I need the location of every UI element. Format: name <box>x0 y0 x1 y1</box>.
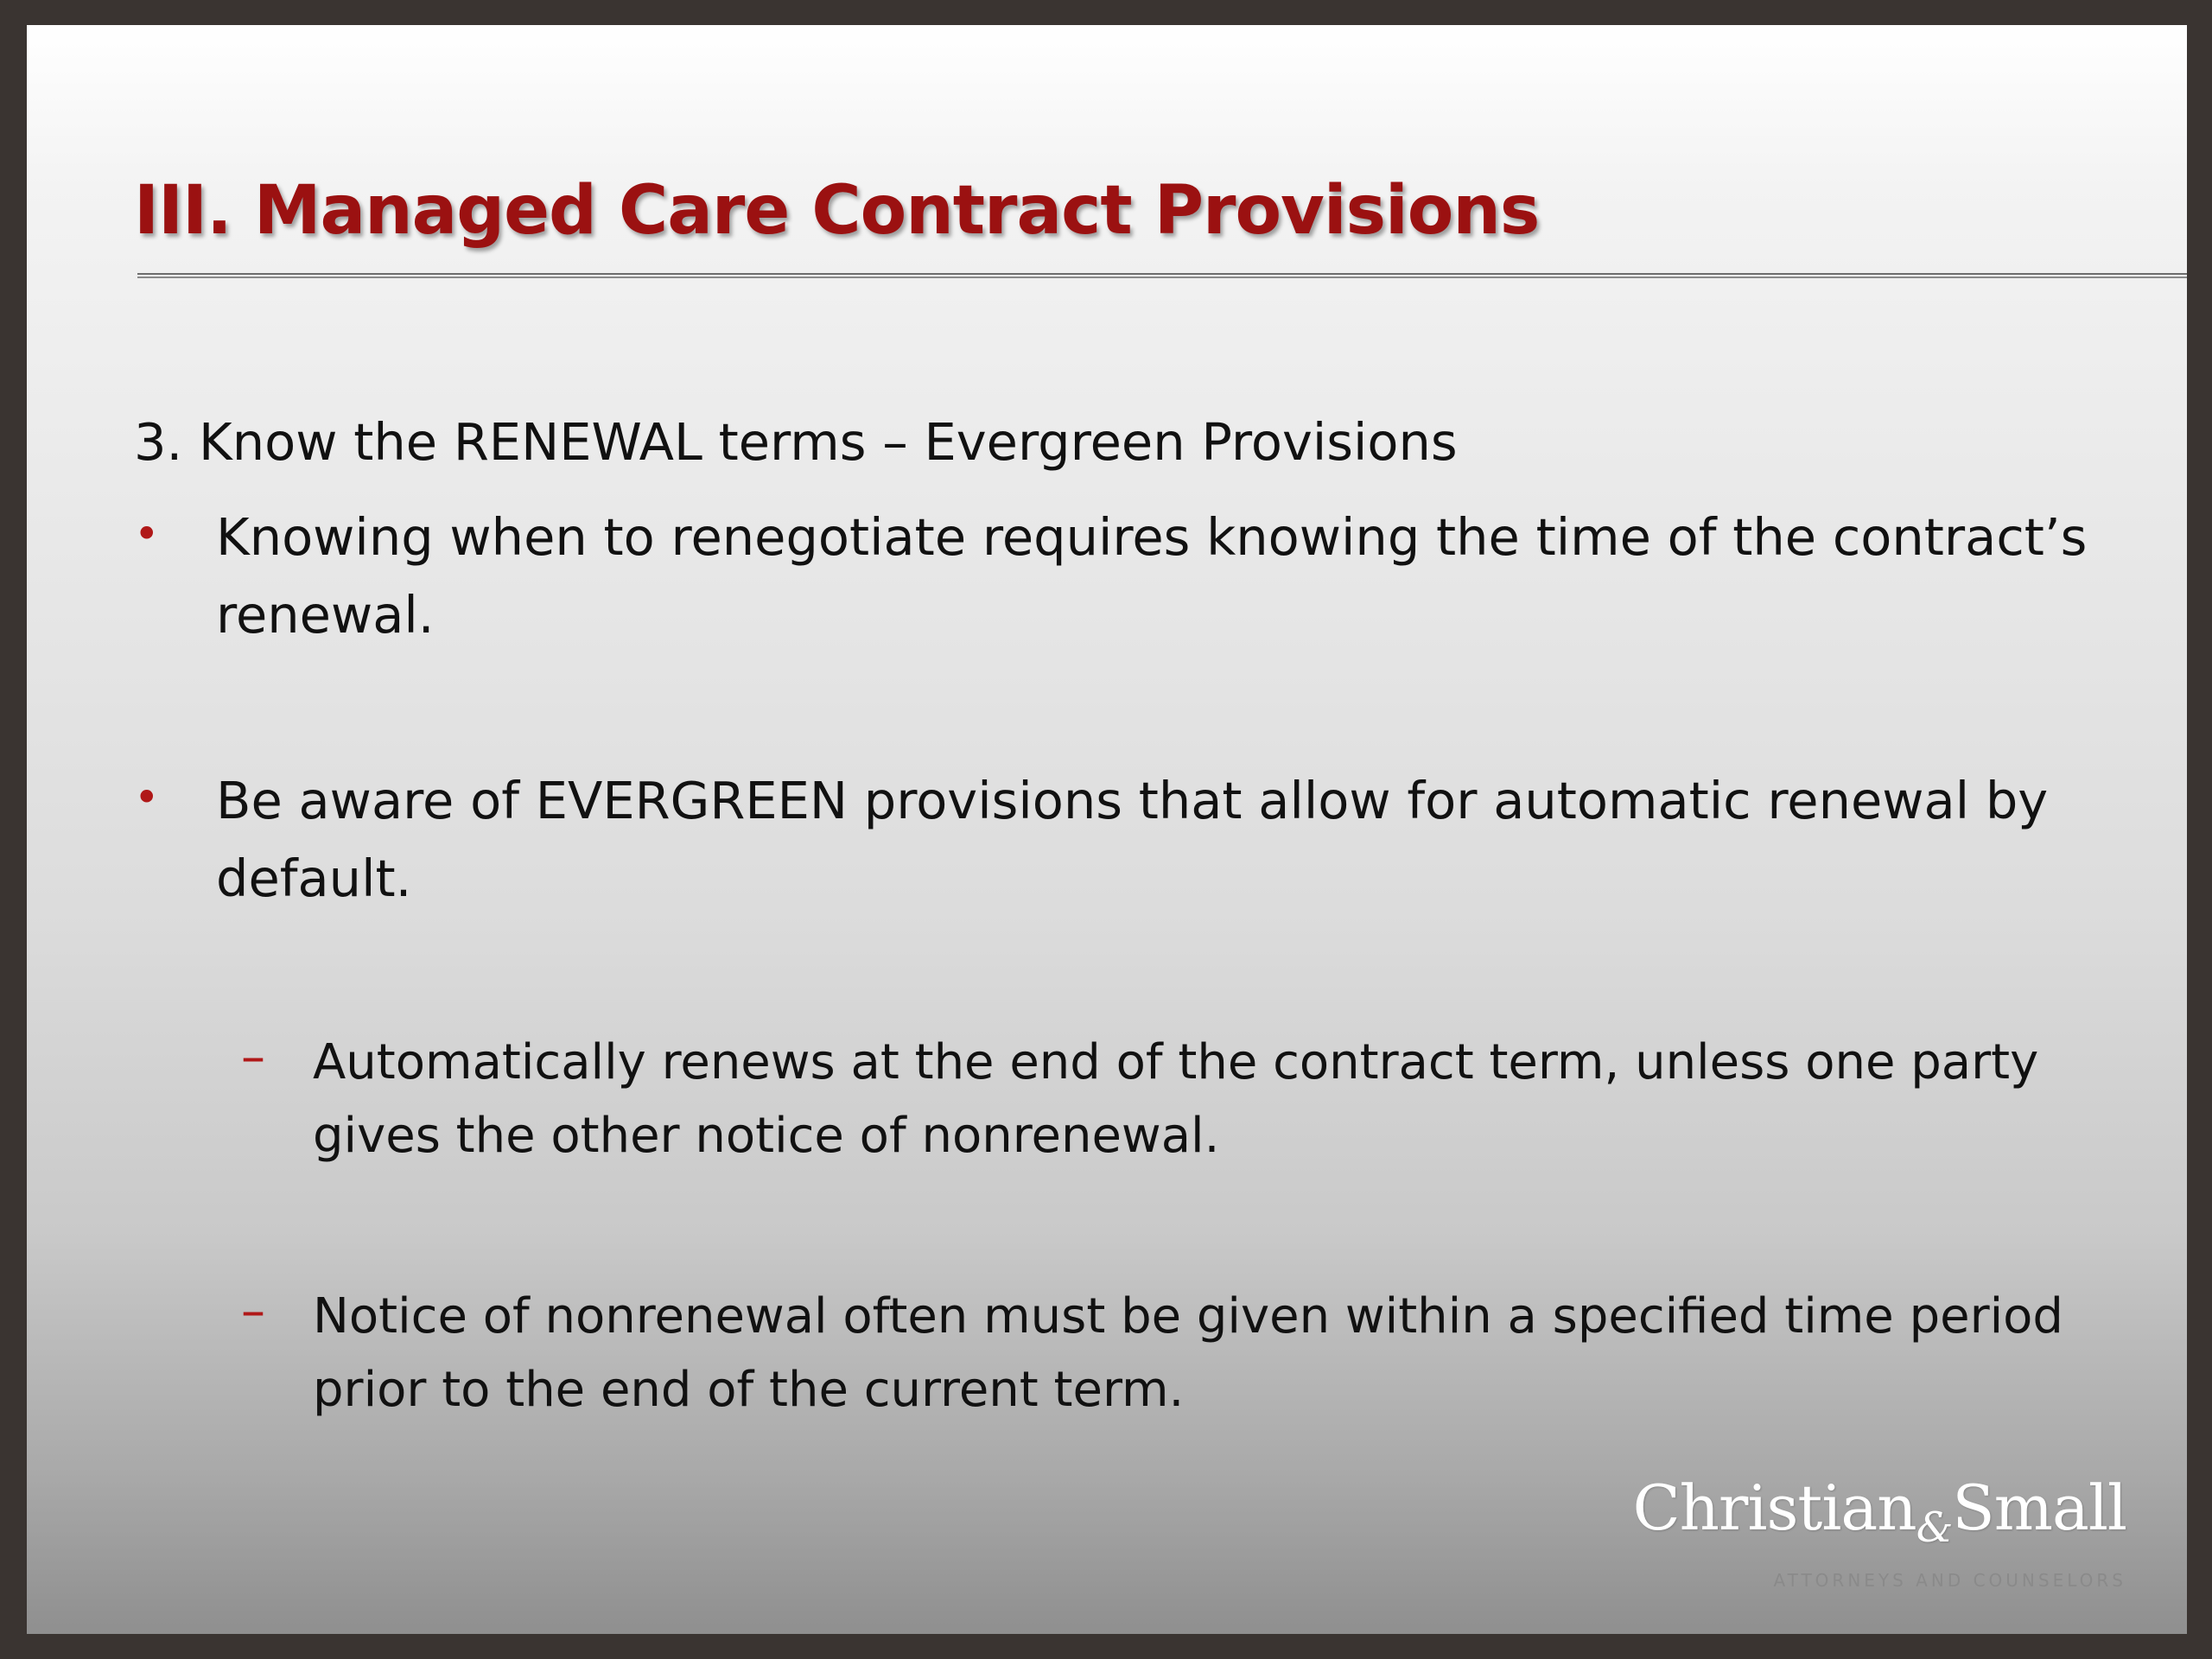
bullet-item: Be aware of EVERGREEN provisions that allow for automatic renewal by default. <box>216 771 2049 908</box>
slide <box>27 25 2187 1634</box>
dash-marker: – <box>241 1029 265 1085</box>
title-divider <box>137 273 2187 278</box>
bullet-marker: • <box>134 509 160 559</box>
logo-tagline: ATTORNEYS AND COUNSELORS <box>1773 1570 2126 1591</box>
logo-name-left: Christian <box>1632 1471 1916 1544</box>
company-logo <box>1633 1471 2126 1552</box>
sub-bullet-item: Notice of nonrenewal often must be given within a specified time period prior to the end of the current term. <box>313 1288 2063 1418</box>
bullet-item: Knowing when to renegotiate requires knowing the time of the contract’s renewal. <box>216 507 2088 645</box>
slide-title: III. Managed Care Contract Provisions <box>134 172 1540 250</box>
sub-bullet-item: Automatically renews at the end of the contract term, unless one party gives the other notice of nonrenewal. <box>313 1034 2039 1164</box>
logo-ampersand: & <box>1916 1503 1953 1552</box>
logo-name-right: Small <box>1952 1471 2126 1544</box>
bullet-marker: • <box>134 772 160 823</box>
section-heading: 3. Know the RENEWAL terms – Evergreen Provisions <box>134 412 1458 472</box>
dash-marker: – <box>241 1283 265 1339</box>
